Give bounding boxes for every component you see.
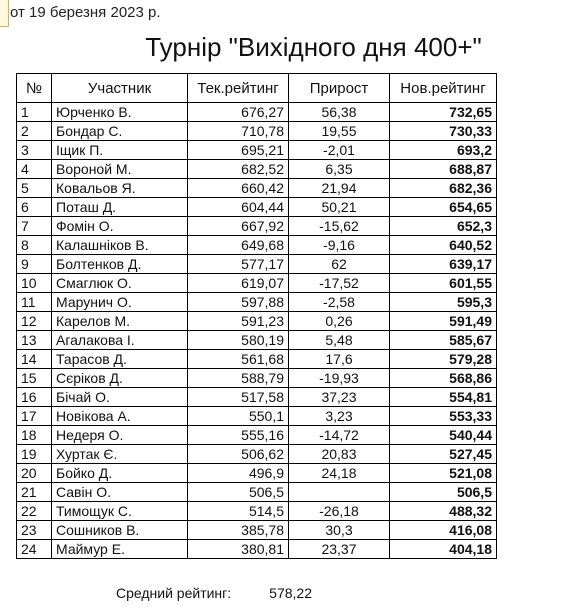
- rating-increase: -26,18: [289, 502, 390, 521]
- table-row: [17, 350, 497, 369]
- current-rating: 604,44: [188, 198, 289, 217]
- row-number: 20: [17, 464, 52, 483]
- new-rating: 416,08: [390, 521, 497, 540]
- current-rating: 555,16: [188, 426, 289, 445]
- rating-increase: 30,3: [289, 521, 390, 540]
- table-body: [17, 103, 497, 559]
- new-rating: 688,87: [390, 160, 497, 179]
- row-number: 6: [17, 198, 52, 217]
- participant-name: Бойко Д.: [52, 464, 188, 483]
- new-rating: 595,3: [390, 293, 497, 312]
- new-rating: 553,33: [390, 407, 497, 426]
- participant-name: Агалакова І.: [52, 331, 188, 350]
- row-number: 8: [17, 236, 52, 255]
- participant-name: Карелов М.: [52, 312, 188, 331]
- row-number: 21: [17, 483, 52, 502]
- participant-name: Іщик П.: [52, 141, 188, 160]
- row-number: 4: [17, 160, 52, 179]
- rating-increase: 62: [289, 255, 390, 274]
- header-participant: Участник: [52, 74, 188, 103]
- participant-name: Тимощук С.: [52, 502, 188, 521]
- row-number: 17: [17, 407, 52, 426]
- row-number: 18: [17, 426, 52, 445]
- row-number: 15: [17, 369, 52, 388]
- table-row: [17, 540, 497, 559]
- new-rating: 591,49: [390, 312, 497, 331]
- current-rating: 710,78: [188, 122, 289, 141]
- new-rating: 585,67: [390, 331, 497, 350]
- participant-name: Сєріков Д.: [52, 369, 188, 388]
- header-current-rating: Тек.рейтинг: [188, 74, 289, 103]
- rating-increase: -17,52: [289, 274, 390, 293]
- new-rating: 652,3: [390, 217, 497, 236]
- new-rating: 682,36: [390, 179, 497, 198]
- average-rating-label: Средний рейтинг:: [116, 585, 232, 601]
- rating-increase: -2,01: [289, 141, 390, 160]
- current-rating: 591,23: [188, 312, 289, 331]
- table-row: [17, 464, 497, 483]
- new-rating: 601,55: [390, 274, 497, 293]
- header-number: №: [17, 74, 52, 103]
- participant-name: Марунич О.: [52, 293, 188, 312]
- current-rating: 506,5: [188, 483, 289, 502]
- table-header-row: [17, 74, 497, 103]
- rating-increase: 21,94: [289, 179, 390, 198]
- table-row: [17, 236, 497, 255]
- rating-increase: -9,16: [289, 236, 390, 255]
- rating-table: [16, 73, 497, 559]
- rating-increase: 37,23: [289, 388, 390, 407]
- row-number: 16: [17, 388, 52, 407]
- rating-increase: 0,26: [289, 312, 390, 331]
- table-row: [17, 331, 497, 350]
- rating-increase: 5,48: [289, 331, 390, 350]
- row-number: 23: [17, 521, 52, 540]
- current-rating: 588,79: [188, 369, 289, 388]
- table-row: [17, 502, 497, 521]
- current-rating: 385,78: [188, 521, 289, 540]
- table-row: [17, 388, 497, 407]
- new-rating: 639,17: [390, 255, 497, 274]
- table-row: [17, 445, 497, 464]
- current-rating: 580,19: [188, 331, 289, 350]
- new-rating: 730,33: [390, 122, 497, 141]
- row-number: 9: [17, 255, 52, 274]
- rating-increase: [289, 483, 390, 502]
- current-rating: 649,68: [188, 236, 289, 255]
- participant-name: Фомін О.: [52, 217, 188, 236]
- participant-name: Бічай О.: [52, 388, 188, 407]
- header-new-rating: Нов.рейтинг: [390, 74, 497, 103]
- cell-selection-marker[interactable]: [0, 0, 9, 27]
- participant-name: Хуртак Є.: [52, 445, 188, 464]
- row-number: 5: [17, 179, 52, 198]
- table-row: [17, 426, 497, 445]
- rating-increase: 50,21: [289, 198, 390, 217]
- row-number: 12: [17, 312, 52, 331]
- current-rating: 380,81: [188, 540, 289, 559]
- table-row: [17, 160, 497, 179]
- current-rating: 561,68: [188, 350, 289, 369]
- new-rating: 693,2: [390, 141, 497, 160]
- current-rating: 514,5: [188, 502, 289, 521]
- participant-name: Маймур Е.: [52, 540, 188, 559]
- participant-name: Вороной М.: [52, 160, 188, 179]
- table-row: [17, 103, 497, 122]
- current-rating: 577,17: [188, 255, 289, 274]
- rating-increase: 56,38: [289, 103, 390, 122]
- current-rating: 682,52: [188, 160, 289, 179]
- row-number: 1: [17, 103, 52, 122]
- rating-increase: 24,18: [289, 464, 390, 483]
- row-number: 3: [17, 141, 52, 160]
- table-row: [17, 407, 497, 426]
- new-rating: 488,32: [390, 502, 497, 521]
- rating-increase: -19,93: [289, 369, 390, 388]
- current-rating: 619,07: [188, 274, 289, 293]
- row-number: 2: [17, 122, 52, 141]
- table-row: [17, 293, 497, 312]
- participant-name: Бондар С.: [52, 122, 188, 141]
- rating-increase: 3,23: [289, 407, 390, 426]
- current-rating: 660,42: [188, 179, 289, 198]
- participant-name: Болтенков Д.: [52, 255, 188, 274]
- current-rating: 517,58: [188, 388, 289, 407]
- rating-increase: 17,6: [289, 350, 390, 369]
- current-rating: 667,92: [188, 217, 289, 236]
- row-number: 19: [17, 445, 52, 464]
- average-rating-value: 578,22: [269, 585, 312, 601]
- new-rating: 540,44: [390, 426, 497, 445]
- new-rating: 579,28: [390, 350, 497, 369]
- rating-increase: -2,58: [289, 293, 390, 312]
- new-rating: 506,5: [390, 483, 497, 502]
- row-number: 24: [17, 540, 52, 559]
- current-rating: 597,88: [188, 293, 289, 312]
- table-row: [17, 521, 497, 540]
- participant-name: Новікова А.: [52, 407, 188, 426]
- participant-name: Недеря О.: [52, 426, 188, 445]
- table-row: [17, 217, 497, 236]
- new-rating: 521,08: [390, 464, 497, 483]
- new-rating: 732,65: [390, 103, 497, 122]
- current-rating: 676,27: [188, 103, 289, 122]
- table-row: [17, 255, 497, 274]
- participant-name: Тарасов Д.: [52, 350, 188, 369]
- new-rating: 404,18: [390, 540, 497, 559]
- table-row: [17, 122, 497, 141]
- tournament-date: от 19 березня 2023 р.: [10, 4, 161, 21]
- rating-increase: 20,83: [289, 445, 390, 464]
- current-rating: 496,9: [188, 464, 289, 483]
- table-row: [17, 312, 497, 331]
- participant-name: Юрченко В.: [52, 103, 188, 122]
- new-rating: 640,52: [390, 236, 497, 255]
- rating-increase: 23,37: [289, 540, 390, 559]
- row-number: 10: [17, 274, 52, 293]
- participant-name: Поташ Д.: [52, 198, 188, 217]
- new-rating: 654,65: [390, 198, 497, 217]
- header-increase: Прирост: [289, 74, 390, 103]
- table-row: [17, 198, 497, 217]
- current-rating: 550,1: [188, 407, 289, 426]
- row-number: 7: [17, 217, 52, 236]
- table-row: [17, 274, 497, 293]
- new-rating: 568,86: [390, 369, 497, 388]
- rating-increase: 6,35: [289, 160, 390, 179]
- rating-increase: -15,62: [289, 217, 390, 236]
- table-row: [17, 141, 497, 160]
- table-row: [17, 369, 497, 388]
- current-rating: 695,21: [188, 141, 289, 160]
- participant-name: Ковальов Я.: [52, 179, 188, 198]
- current-rating: 506,62: [188, 445, 289, 464]
- table-row: [17, 483, 497, 502]
- rating-increase: 19,55: [289, 122, 390, 141]
- row-number: 11: [17, 293, 52, 312]
- participant-name: Калашніков В.: [52, 236, 188, 255]
- rating-increase: -14,72: [289, 426, 390, 445]
- page-title: Турнір "Вихідного дня 400+": [145, 32, 482, 62]
- row-number: 14: [17, 350, 52, 369]
- row-number: 13: [17, 331, 52, 350]
- participant-name: Сошников В.: [52, 521, 188, 540]
- new-rating: 527,45: [390, 445, 497, 464]
- table-row: [17, 179, 497, 198]
- row-number: 22: [17, 502, 52, 521]
- participant-name: Смаглюк О.: [52, 274, 188, 293]
- participant-name: Савін О.: [52, 483, 188, 502]
- new-rating: 554,81: [390, 388, 497, 407]
